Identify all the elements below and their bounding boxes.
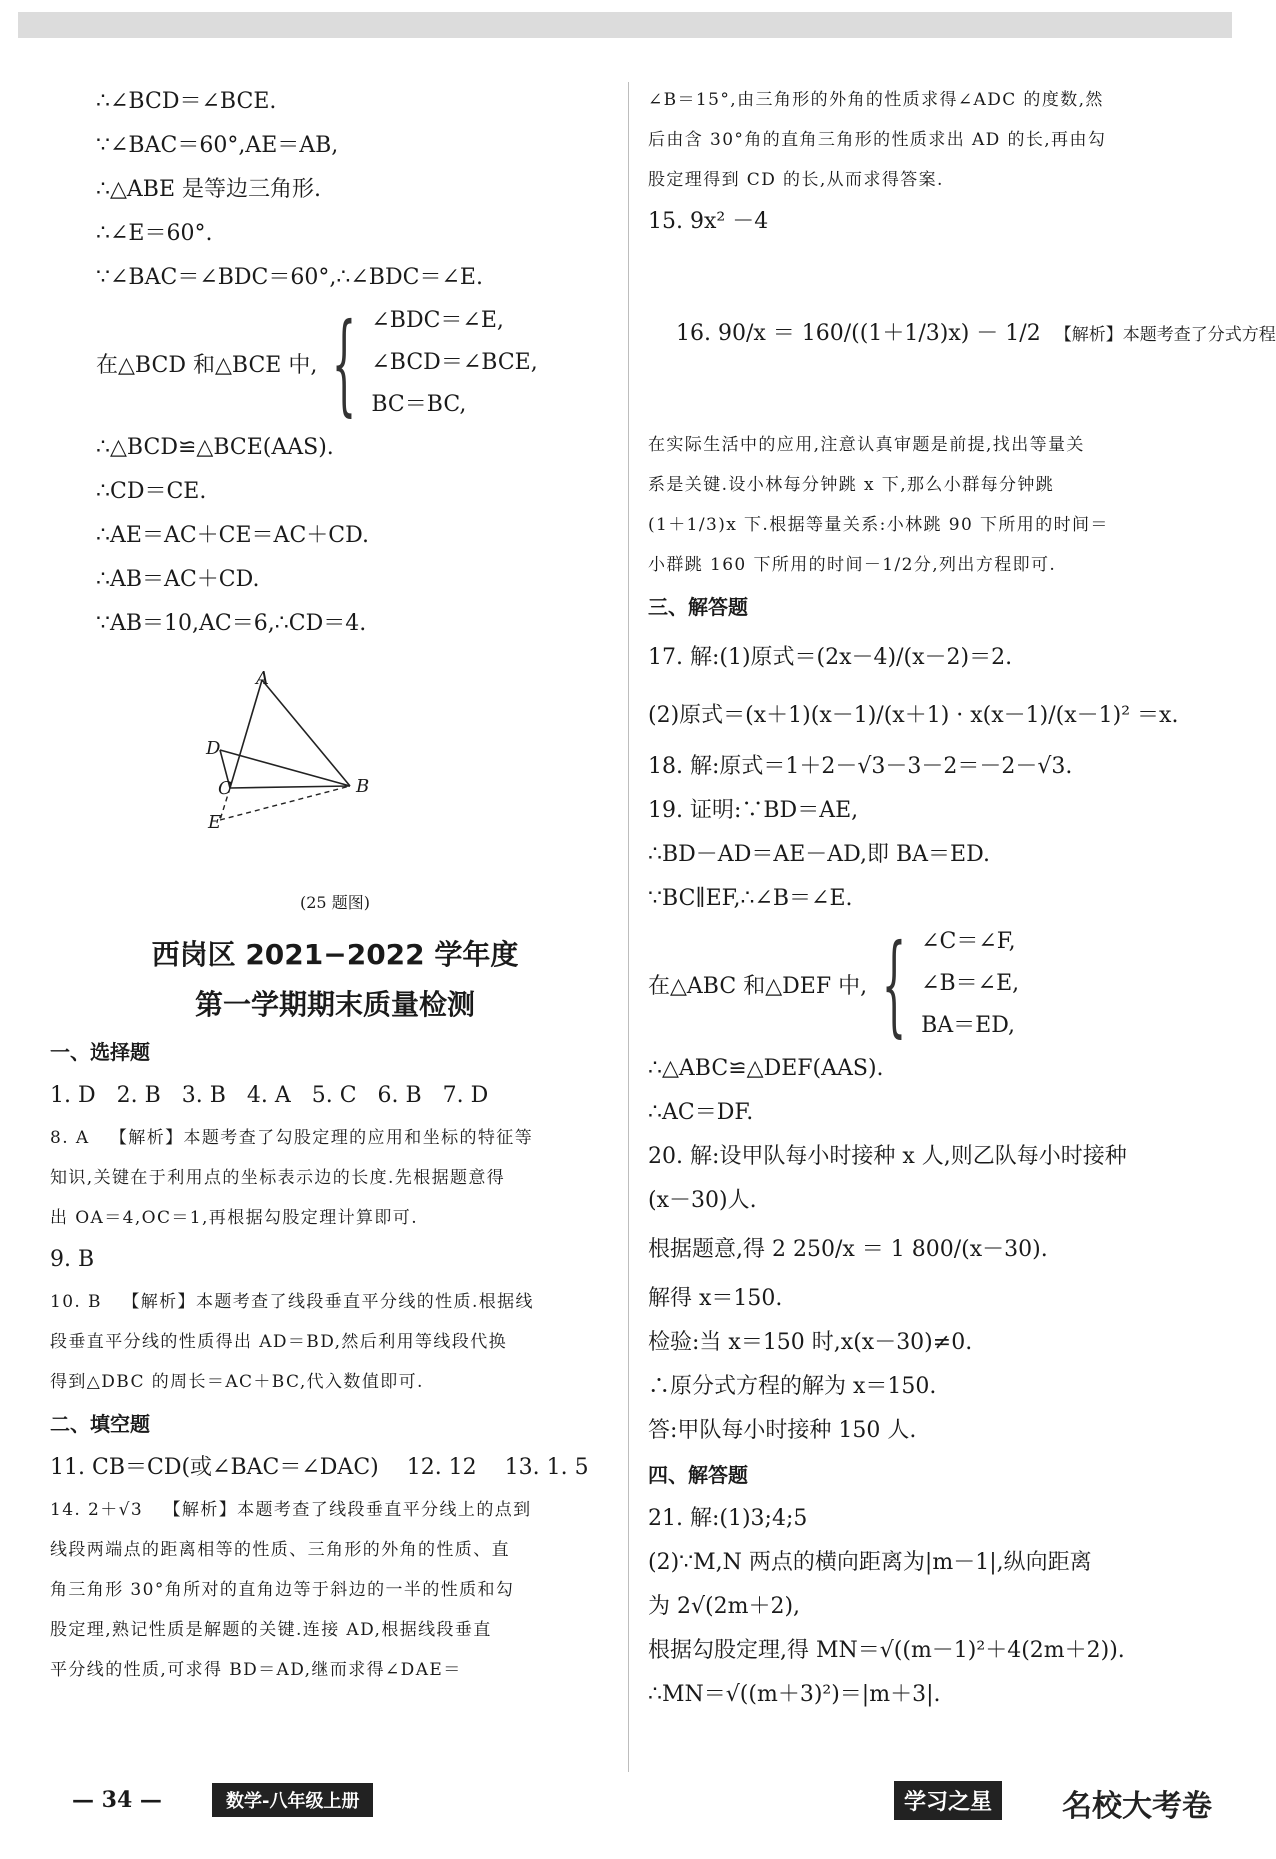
q20-line: (x－30)人. xyxy=(648,1188,757,1213)
q19-brace-line: BA＝ED, xyxy=(921,1013,1016,1038)
label-e: E xyxy=(208,812,222,833)
brace-symbol: { xyxy=(332,299,357,427)
brace-system xyxy=(96,300,616,426)
top-banner xyxy=(18,12,1232,38)
proof-line: ∵∠BAC＝∠BDC＝60°,∴∠BDC＝∠E. xyxy=(96,265,483,290)
q17b: (2)原式＝(x＋1)(x－1)/(x＋1) · x(x－1)/(x－1)² ＝x. xyxy=(648,703,1179,728)
q21-line: ∴MN＝√((m＋3)²)＝|m＋3|. xyxy=(648,1682,941,1707)
q19-line: ∵BC∥EF,∴∠B＝∠E. xyxy=(648,886,853,911)
q14-cont-line: ∠B＝15°,由三角形的外角的性质求得∠ADC 的度数,然 xyxy=(648,90,1104,110)
q14-line: 角三角形 30°角所对的直角边等于斜边的一半的性质和勾 xyxy=(50,1580,515,1600)
proof-line: ∴AB＝AC＋CD. xyxy=(96,567,260,592)
brace-line: BC＝BC, xyxy=(371,392,467,417)
left-column xyxy=(96,80,616,646)
q21-line: 根据勾股定理,得 MN＝√((m－1)²＋4(2m＋2)). xyxy=(648,1638,1125,1663)
q14-cont-line: 股定理得到 CD 的长,从而求得答案. xyxy=(648,170,944,190)
figure-caption: (25 题图) xyxy=(300,893,370,912)
q17a: 17. 解:(1)原式＝(2x－4)/(x－2)＝2. xyxy=(648,645,1013,670)
proof-line: ∴△BCD≌△BCE(AAS). xyxy=(96,435,334,460)
q19-brace-line: ∠B＝∠E, xyxy=(921,971,1020,996)
proof-line: ∴∠E＝60°. xyxy=(96,221,213,246)
brand-name: 名校大考卷 xyxy=(1062,1789,1212,1824)
q16-equation: 16. 90/x ＝ 160/((1＋1/3)x) － 1/2 【解析】本题考查了分式方程 xyxy=(675,321,1276,346)
q21-line: 21. 解:(1)3;4;5 xyxy=(648,1506,808,1531)
label-a: A xyxy=(256,668,269,689)
q19-brace-line: ∠C＝∠F, xyxy=(921,929,1016,954)
page-footer xyxy=(22,1775,1232,1835)
section-heading-3: 三、解答题 xyxy=(648,595,748,619)
label-c: C xyxy=(218,778,232,799)
section-heading-4: 四、解答题 xyxy=(648,1463,748,1487)
q15: 15. 9x² －4 xyxy=(648,209,769,234)
q8-line: 8. A 【解析】本题考查了勾股定理的应用和坐标的特征等 xyxy=(50,1128,534,1148)
proof-line: ∵∠BAC＝60°,AE＝AB, xyxy=(96,133,339,158)
brace-line: ∠BDC＝∠E, xyxy=(371,308,504,333)
q11-13: 11. CB＝CD(或∠BAC＝∠DAC) 12. 12 13. 1. 5 xyxy=(50,1455,589,1480)
left-lower xyxy=(50,930,620,1690)
proof-line: ∴CD＝CE. xyxy=(96,479,207,504)
brace-symbol: { xyxy=(881,920,907,1048)
q10-line: 段垂直平分线的性质得出 AD＝BD,然后利用等线段代换 xyxy=(50,1332,508,1352)
mc-answers: 1. D 2. B 3. B 4. A 5. C 6. B 7. D xyxy=(50,1083,489,1108)
q18: 18. 解:原式＝1＋2－√3－3－2＝－2－√3. xyxy=(648,754,1073,779)
q19-line: ∴BD－AD＝AE－AD,即 BA＝ED. xyxy=(648,842,990,867)
proof-line: ∴AE＝AC＋CE＝AC＋CD. xyxy=(96,523,369,548)
q16-line: 系是关键.设小林每分钟跳 x 下,那么小群每分钟跳 xyxy=(648,475,1055,495)
q14-cont-line: 后由含 30°角的直角三角形的性质求出 AD 的长,再由勾 xyxy=(648,130,1107,150)
section-heading-2: 二、填空题 xyxy=(50,1412,150,1436)
exam-title-2: 第一学期期末质量检测 xyxy=(194,988,475,1021)
q10-line: 10. B 【解析】本题考查了线段垂直平分线的性质.根据线 xyxy=(50,1292,534,1312)
page-number: — 34 — xyxy=(72,1787,162,1813)
proof-line: ∵AB＝10,AC＝6,∴CD＝4. xyxy=(96,611,367,636)
brace-prefix: 在△BCD 和△BCE 中, xyxy=(96,352,318,378)
q16-line: 在实际生活中的应用,注意认真审题是前提,找出等量关 xyxy=(648,435,1085,455)
right-column xyxy=(648,80,1276,1717)
q21-line: 为 2√(2m＋2), xyxy=(648,1594,801,1619)
q20-rest-line: 检验:当 x＝150 时,x(x－30)≠0. xyxy=(648,1330,973,1355)
q19-line: 19. 证明:∵BD＝AE, xyxy=(648,798,859,823)
label-d: D xyxy=(206,738,221,759)
triangle-figure xyxy=(230,680,470,880)
q14-line: 股定理,熟记性质是解题的关键.连接 AD,根据线段垂直 xyxy=(50,1620,492,1640)
q10-line: 得到△DBC 的周长＝AC＋BC,代入数值即可. xyxy=(50,1372,424,1392)
subject-label: 数学-八年级上册 xyxy=(212,1783,373,1817)
q16-line: (1＋1/3)x 下.根据等量关系:小林跳 90 下所用的时间＝ xyxy=(648,515,1109,535)
q20-rest-line: ∴原分式方程的解为 x＝150. xyxy=(648,1374,937,1399)
q14-line: 14. 2＋√3 【解析】本题考查了线段垂直平分线上的点到 xyxy=(50,1500,532,1520)
q9: 9. B xyxy=(50,1247,95,1272)
q20-rest-line: 答:甲队每小时接种 150 人. xyxy=(648,1418,917,1443)
q20-line: 20. 解:设甲队每小时接种 x 人,则乙队每小时接种 xyxy=(648,1144,1127,1169)
exam-title-1: 西岗区 2021−2022 学年度 xyxy=(151,938,519,971)
q19-brace: 在△ABC 和△DEF 中, { ∠C＝∠F, ∠B＝∠E, BA＝ED, xyxy=(648,920,1020,1048)
proof-line: ∴∠BCD＝∠BCE. xyxy=(96,89,277,114)
column-divider xyxy=(628,82,629,1772)
q14-line: 线段两端点的距离相等的性质、三角形的外角的性质、直 xyxy=(50,1540,510,1560)
q8-line: 出 OA＝4,OC＝1,再根据勾股定理计算即可. xyxy=(50,1208,419,1228)
section-heading-1: 一、选择题 xyxy=(50,1040,150,1064)
q20-equation: 根据题意,得 2 250/x ＝ 1 800/(x－30). xyxy=(648,1237,1048,1262)
q21-line: (2)∵M,N 两点的横向距离为|m－1|,纵向距离 xyxy=(648,1550,1092,1575)
q14-line: 平分线的性质,可求得 BD＝AD,继而求得∠DAE＝ xyxy=(50,1660,462,1680)
q19-end-line: ∴△ABC≌△DEF(AAS). xyxy=(648,1056,884,1081)
q8-line: 知识,关键在于利用点的坐标表示边的长度.先根据题意得 xyxy=(50,1168,506,1188)
q16-line: 小群跳 160 下所用的时间－1/2分,列出方程即可. xyxy=(648,555,1057,575)
label-b: B xyxy=(356,776,370,797)
proof-line: ∴△ABE 是等边三角形. xyxy=(96,177,322,202)
brand-logo: 学习之星 xyxy=(894,1781,1002,1820)
q19-end-line: ∴AC＝DF. xyxy=(648,1100,754,1125)
q20-rest-line: 解得 x＝150. xyxy=(648,1286,783,1311)
brace-line: ∠BCD＝∠BCE, xyxy=(371,350,538,375)
